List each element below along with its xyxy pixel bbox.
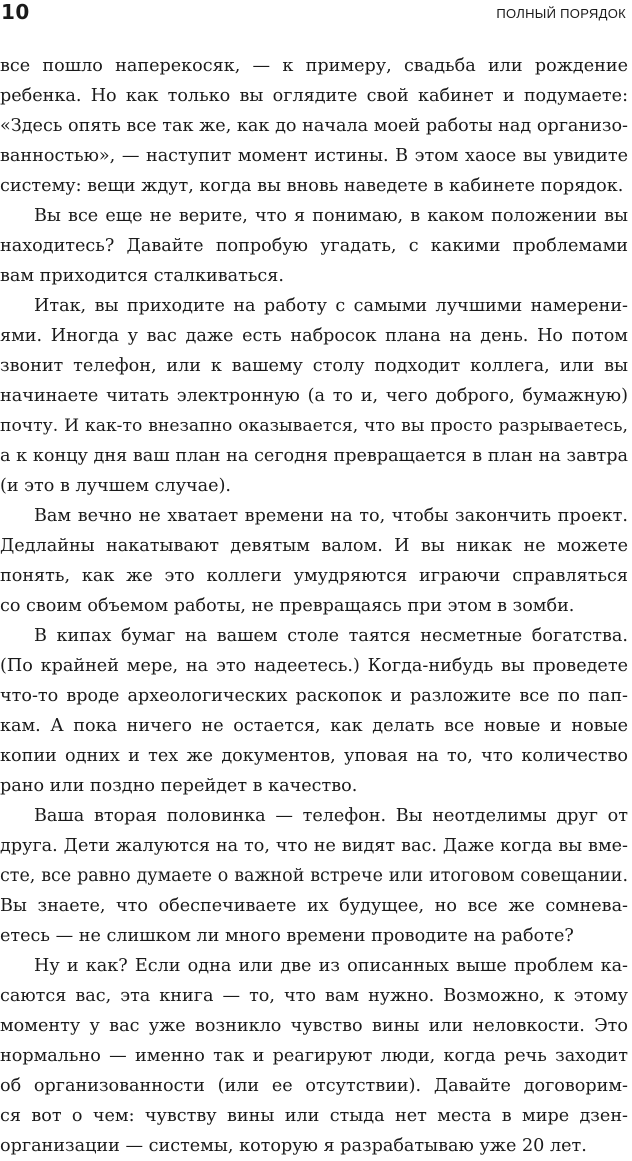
- text-line: сте, все равно думаете о важной встрече или итоговом совещании.: [0, 866, 628, 886]
- text-line: Ну и как? Если одна или две из описанных выше проблем ка-: [34, 956, 628, 976]
- text-line: ями. Иногда у вас даже есть набросок плана на день. Но потом: [0, 326, 628, 346]
- text-line: об организованности (или ее отсутствии). Давайте договорим-: [0, 1076, 628, 1096]
- page-number: 10: [1, 0, 30, 24]
- text-line: понять, как же это коллеги умудряются играючи справляться: [0, 566, 628, 586]
- paragraph: [0, 291, 628, 501]
- text-line: Итак, вы приходите на работу с самыми лучшими намерени-: [34, 296, 628, 316]
- text-line: ребенка. Но как только вы оглядите свой кабинет и подумаете:: [0, 86, 628, 106]
- text-line: Вам вечно не хватает времени на то, чтобы закончить проект.: [34, 506, 628, 526]
- text-line: (По крайней мере, на это надеетесь.) Когда-нибудь вы проведете: [0, 656, 628, 676]
- body-text: [0, 51, 628, 1161]
- text-line: друга. Дети жалуются на то, что не видят вас. Даже когда вы вме-: [0, 836, 628, 856]
- text-line: нормально — именно так и реагируют люди, когда речь заходит: [0, 1046, 628, 1066]
- text-line: начинаете читать электронную (а то и, чего доброго, бумажную): [0, 386, 628, 406]
- paragraph: [0, 51, 628, 201]
- text-line: Вы знаете, что обеспечиваете их будущее, но все же сомнева-: [0, 896, 628, 916]
- paragraph: [0, 801, 628, 951]
- text-line: вам приходится сталкиваться.: [0, 266, 284, 286]
- text-line: (и это в лучшем случае).: [0, 476, 232, 496]
- text-line: «Здесь опять все так же, как до начала моей работы над организо-: [0, 116, 628, 136]
- text-line: ванностью», — наступит момент истины. В этом хаосе вы увидите: [0, 146, 628, 166]
- text-line: моменту у вас уже возникло чувство вины или неловкости. Это: [0, 1016, 628, 1036]
- text-line: саются вас, эта книга — то, что вам нужно. Возможно, к этому: [0, 986, 628, 1006]
- text-line: Ваша вторая половинка — телефон. Вы неотделимы друг от: [34, 806, 628, 826]
- page-header: [0, 0, 628, 28]
- text-line: етесь — не слишком ли много времени проводите на работе?: [0, 926, 574, 946]
- paragraph: [0, 501, 628, 621]
- text-line: В кипах бумаг на вашем столе таятся несметные богатства.: [34, 626, 628, 646]
- text-line: что-то вроде археологических раскопок и разложите все по пап-: [0, 686, 628, 706]
- paragraph: [0, 201, 628, 291]
- text-line: организации — системы, которую я разрабатываю уже 20 лет.: [0, 1136, 587, 1156]
- text-line: а к концу дня ваш план на сегодня превращается в план на завтра: [0, 446, 628, 466]
- text-line: находитесь? Давайте попробую угадать, с какими проблемами: [0, 236, 628, 256]
- text-line: систему: вещи ждут, когда вы вновь наведете в кабинете порядок.: [0, 176, 624, 196]
- text-line: звонит телефон, или к вашему столу подходит коллега, или вы: [0, 356, 628, 376]
- paragraph: [0, 951, 628, 1161]
- text-line: со своим объемом работы, не превращаясь при этом в зомби.: [0, 596, 575, 616]
- text-line: Дедлайны накатывают девятым валом. И вы никак не можете: [0, 536, 628, 556]
- text-line: почту. И как-то внезапно оказывается, что вы просто разрываетесь,: [0, 416, 628, 436]
- paragraph: [0, 621, 628, 801]
- text-line: кам. А пока ничего не остается, как делать все новые и новые: [0, 716, 628, 736]
- running-head: ПОЛНЫЙ ПОРЯДОК: [496, 6, 626, 21]
- text-line: все пошло наперекосяк, — к примеру, свадьба или рождение: [0, 56, 628, 76]
- text-line: копии одних и тех же документов, уповая на то, что количество: [0, 746, 628, 766]
- text-line: ся вот о чем: чувству вины или стыда нет места в мире дзен-: [0, 1106, 628, 1126]
- text-line: Вы все еще не верите, что я понимаю, в каком положении вы: [34, 206, 628, 226]
- text-line: рано или поздно перейдет в качество.: [0, 776, 358, 796]
